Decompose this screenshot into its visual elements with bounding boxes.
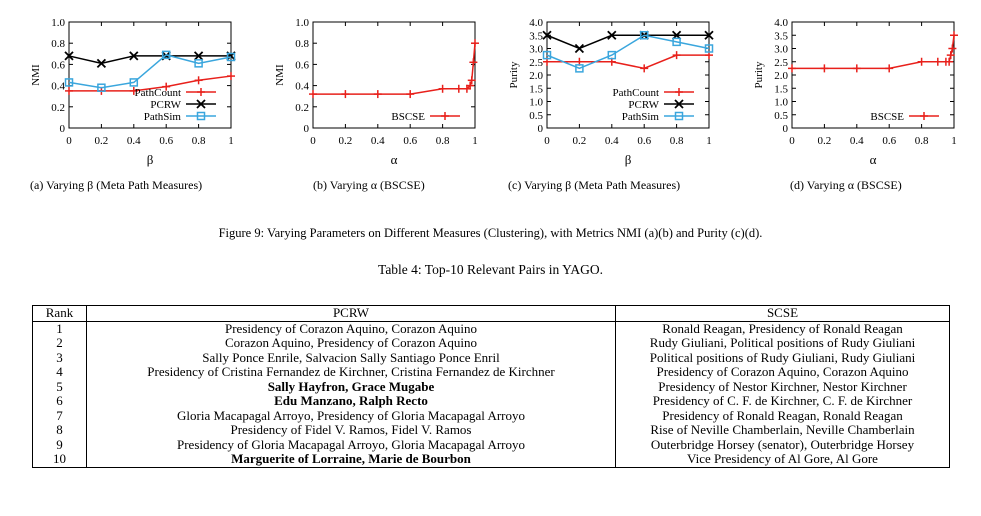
legend-entry xyxy=(150,99,216,111)
cell-pcrw: Sally Hayfron, Grace Mugabe xyxy=(87,380,616,395)
table-row xyxy=(33,351,950,366)
cell-scse: Presidency of Corazon Aquino, Corazon Aquino xyxy=(616,365,950,380)
x-tick-label: 0.2 xyxy=(817,135,832,147)
chart-c xyxy=(492,4,722,179)
legend-label: BSCSE xyxy=(391,111,425,123)
cell-scse: Presidency of Ronald Reagan, Ronald Reagan xyxy=(616,409,950,424)
table-body xyxy=(33,321,950,467)
cell-scse: Rise of Neville Chamberlain, Neville Chamberlain xyxy=(616,423,950,438)
series-pathcount xyxy=(543,51,713,72)
cell-pcrw: Presidency of Gloria Macapagal Arroyo, Gloria Macapagal Arroyo xyxy=(87,438,616,453)
cell-scse: Vice Presidency of Al Gore, Al Gore xyxy=(616,452,950,467)
y-tick-label: 0.5 xyxy=(774,109,788,122)
cell-scse: Ronald Reagan, Presidency of Ronald Reagan xyxy=(616,321,950,336)
x-tick-label: 0.2 xyxy=(94,135,109,147)
chart-c-svg xyxy=(492,4,722,174)
x-axis-label: β xyxy=(146,152,154,167)
cell-pcrw: Presidency of Corazon Aquino, Corazon Aquino xyxy=(87,321,616,336)
x-tick-label: 0.8 xyxy=(914,135,929,147)
series-pathsim xyxy=(66,51,235,91)
series-pcrw xyxy=(543,31,713,52)
series-line xyxy=(547,35,709,48)
series-pcrw xyxy=(65,52,235,67)
series-line xyxy=(792,35,954,68)
relevant-pairs-table xyxy=(32,305,950,468)
cell-pcrw: Edu Manzano, Ralph Recto xyxy=(87,394,616,409)
y-tick-label: 3.0 xyxy=(774,43,788,56)
series-line xyxy=(69,55,231,88)
table-caption: Table 4: Top-10 Relevant Pairs in YAGO. xyxy=(378,262,603,277)
cell-scse: Rudy Giuliani, Political positions of Rudy Giuliani xyxy=(616,336,950,351)
series-bscse xyxy=(309,39,479,98)
y-tick-label: 2.0 xyxy=(529,70,543,82)
subfigure-caption-d: (d) Varying α (BSCSE) xyxy=(790,178,902,192)
table-row xyxy=(33,336,950,351)
x-tick-label: 0.6 xyxy=(637,135,652,147)
y-tick-label: 4.0 xyxy=(774,17,788,29)
x-tick-label: 0 xyxy=(66,135,72,147)
cell-pcrw: Gloria Macapagal Arroyo, Presidency of Gloria Macapagal Arroyo xyxy=(87,409,616,424)
legend-label: PathCount xyxy=(134,87,181,99)
series-bscse xyxy=(788,31,958,72)
x-tick-label: 1 xyxy=(706,135,712,147)
cell-rank: 9 xyxy=(33,438,87,453)
table-header-row xyxy=(33,306,950,322)
legend-label: PCRW xyxy=(628,99,659,111)
series-line xyxy=(547,35,709,68)
legend-entry xyxy=(613,87,694,99)
x-tick-label: 0.4 xyxy=(604,135,619,147)
header-scse: SCSE xyxy=(616,306,950,322)
x-tick-label: 0.8 xyxy=(191,135,206,147)
cell-scse: Political positions of Rudy Giuliani, Rudy Giuliani xyxy=(616,351,950,366)
x-tick-label: 0 xyxy=(789,135,795,147)
x-tick-label: 0.4 xyxy=(126,135,141,147)
cell-rank: 7 xyxy=(33,409,87,424)
cell-rank: 2 xyxy=(33,336,87,351)
legend-label: PathCount xyxy=(612,87,659,99)
legend-entry xyxy=(628,99,694,111)
x-axis-label: α xyxy=(390,152,398,167)
series-line xyxy=(313,43,475,94)
x-tick-label: 0.8 xyxy=(669,135,684,147)
x-axis-label: α xyxy=(869,152,877,167)
table-row xyxy=(33,438,950,453)
series-line xyxy=(547,55,709,68)
legend-entry xyxy=(135,87,216,99)
y-tick-label: 3.5 xyxy=(529,30,543,43)
legend-entry xyxy=(144,111,216,123)
y-axis-label: Purity xyxy=(508,61,520,89)
cell-rank: 3 xyxy=(33,351,87,366)
y-tick-label: 0.4 xyxy=(51,80,65,93)
y-axis-label: Purity xyxy=(753,61,765,89)
x-tick-label: 0.6 xyxy=(882,135,897,147)
legend-entry xyxy=(870,111,939,123)
y-tick-label: 2.5 xyxy=(774,56,788,69)
y-tick-label: 0 xyxy=(782,123,788,135)
series-pathsim xyxy=(544,32,713,72)
y-tick-label: 3.5 xyxy=(774,30,788,43)
x-tick-label: 0.6 xyxy=(403,135,418,147)
x-tick-label: 0.4 xyxy=(370,135,385,147)
subfigure-caption-b: (b) Varying α (BSCSE) xyxy=(313,178,425,192)
x-tick-label: 1 xyxy=(228,135,234,147)
y-axis-label: NMI xyxy=(30,64,42,86)
y-tick-label: 0.2 xyxy=(295,101,309,114)
y-tick-label: 0 xyxy=(59,123,65,135)
legend-entry xyxy=(391,111,460,123)
chart-b-svg xyxy=(258,4,488,174)
chart-b xyxy=(258,4,488,179)
table-row xyxy=(33,321,950,336)
legend-label: PCRW xyxy=(150,99,181,111)
cell-pcrw: Presidency of Cristina Fernandez de Kirchner, Cristina Fernandez de Kirchner xyxy=(87,365,616,380)
y-tick-label: 0.8 xyxy=(295,38,309,51)
y-tick-label: 1.0 xyxy=(51,17,65,29)
y-tick-label: 1.5 xyxy=(774,83,788,96)
cell-rank: 1 xyxy=(33,321,87,336)
y-tick-label: 2.5 xyxy=(529,56,543,69)
table-row xyxy=(33,409,950,424)
figure-caption: Figure 9: Varying Parameters on Different Measures (Clustering), with Metrics NMI (a)(b) and Purity (c)(d). xyxy=(218,226,763,240)
header-pcrw: PCRW xyxy=(87,306,616,322)
cell-rank: 10 xyxy=(33,452,87,467)
y-tick-label: 0.6 xyxy=(295,59,309,72)
cell-scse: Presidency of C. F. de Kirchner, C. F. de Kirchner xyxy=(616,394,950,409)
x-tick-label: 0.2 xyxy=(572,135,587,147)
cell-pcrw: Sally Ponce Enrile, Salvacion Sally Santiago Ponce Enril xyxy=(87,351,616,366)
legend-label: BSCSE xyxy=(870,111,904,123)
y-tick-label: 0 xyxy=(303,123,309,135)
header-rank: Rank xyxy=(33,306,87,322)
y-axis-label: NMI xyxy=(274,64,286,86)
y-tick-label: 0.8 xyxy=(51,38,65,51)
x-tick-label: 0.8 xyxy=(435,135,450,147)
cell-scse: Outerbridge Horsey (senator), Outerbridge Horsey xyxy=(616,438,950,453)
cell-rank: 8 xyxy=(33,423,87,438)
chart-d-svg xyxy=(737,4,967,174)
y-tick-label: 1.0 xyxy=(529,96,543,109)
y-tick-label: 0.2 xyxy=(51,101,65,114)
y-tick-label: 2.0 xyxy=(774,70,788,82)
y-tick-label: 4.0 xyxy=(529,17,543,29)
legend-label: PathSim xyxy=(621,111,659,123)
cell-rank: 4 xyxy=(33,365,87,380)
x-tick-label: 1 xyxy=(951,135,957,147)
y-tick-label: 0.6 xyxy=(51,59,65,72)
cell-rank: 5 xyxy=(33,380,87,395)
chart-d xyxy=(737,4,967,179)
table-row xyxy=(33,380,950,395)
cell-pcrw: Corazon Aquino, Presidency of Corazon Aquino xyxy=(87,336,616,351)
x-tick-label: 0 xyxy=(310,135,316,147)
y-tick-label: 1.5 xyxy=(529,83,543,96)
cell-rank: 6 xyxy=(33,394,87,409)
subfigure-caption-a: (a) Varying β (Meta Path Measures) xyxy=(30,178,203,192)
table-row xyxy=(33,365,950,380)
x-tick-label: 0.4 xyxy=(849,135,864,147)
cell-scse: Presidency of Nestor Kirchner, Nestor Kirchner xyxy=(616,380,950,395)
table-row xyxy=(33,452,950,467)
x-axis-label: β xyxy=(624,152,632,167)
y-tick-label: 3.0 xyxy=(529,43,543,56)
y-tick-label: 1.0 xyxy=(774,96,788,109)
chart-a-svg xyxy=(14,4,244,174)
y-tick-label: 0.4 xyxy=(295,80,309,93)
x-tick-label: 0 xyxy=(544,135,550,147)
cell-pcrw: Marguerite of Lorraine, Marie de Bourbon xyxy=(87,452,616,467)
cell-pcrw: Presidency of Fidel V. Ramos, Fidel V. Ramos xyxy=(87,423,616,438)
table-row xyxy=(33,394,950,409)
y-tick-label: 0 xyxy=(537,123,543,135)
x-tick-label: 1 xyxy=(472,135,478,147)
y-tick-label: 0.5 xyxy=(529,109,543,122)
y-tick-label: 1.0 xyxy=(295,17,309,29)
x-tick-label: 0.2 xyxy=(338,135,353,147)
legend-label: PathSim xyxy=(143,111,181,123)
legend-entry xyxy=(622,111,694,123)
table-row xyxy=(33,423,950,438)
chart-a xyxy=(14,4,244,179)
subfigure-caption-c: (c) Varying β (Meta Path Measures) xyxy=(508,178,681,192)
x-tick-label: 0.6 xyxy=(159,135,174,147)
